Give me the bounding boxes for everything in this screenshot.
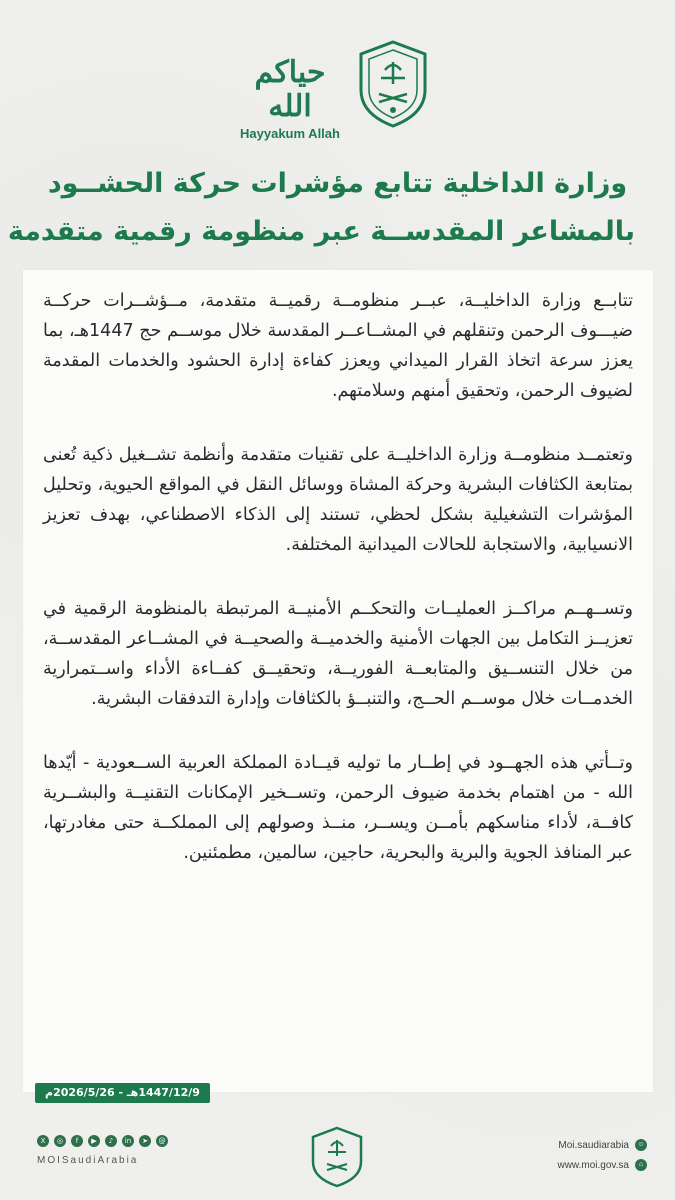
snapchat-handle[interactable]: Moi.saudiarabia — [558, 1139, 629, 1151]
instagram-icon[interactable]: ◎ — [54, 1135, 66, 1147]
threads-icon[interactable]: @ — [156, 1135, 168, 1147]
date-badge: 1447/12/9هـ - 2026/5/26م — [35, 1083, 210, 1103]
header — [0, 30, 675, 140]
slogan-english: Hayyakum Allah — [240, 126, 340, 141]
slogan-arabic: حياكم الله — [254, 55, 326, 124]
paragraph-1: تتابــع وزارة الداخليــة، عبــر منظومــة رقميــة متقدمة، مــؤشــرات حركــة ضيـــوف الرحمن وتنقلهم في المشــاعــر المقدسة خلال موســم حج 1447هـ، بما يعزز سرعة اتخاذ القرار الميداني ويعزز كفاءة إدارة الحشود والخدمات المقدمة لضيوف الرحمن، وتحقيق أمنهم وسلامتهم. — [43, 291, 634, 401]
social-icons — [37, 1135, 168, 1147]
page-title — [7, 160, 635, 256]
website-link[interactable]: www.moi.gov.sa — [557, 1159, 629, 1171]
snapchat-icon[interactable]: ☺ — [635, 1139, 647, 1151]
linkedin-icon[interactable]: in — [122, 1135, 134, 1147]
paragraph-3: وتســهــم مراكــز العمليــات والتحكــم الأمنيــة المرتبطة بالمنظومة الرقمية في تعزيــز التكامل بين الجهات الأمنية والخدميــة والصحيــة في المشــاعر المقدســة، من خلال التنســيق والمتابعــة الفوريــة، وتحقيــق كفــاءة الأداء واســتمرارية الخدمــات خلال موســم الحــج، والتنبــؤ بالكثافات وإدارة التدفقات البشرية. — [43, 599, 633, 709]
paragraph-2: وتعتمــد منظومــة وزارة الداخليــة على تقنيات متقدمة وأنظمة تشــغيل ذكية تُعنى بمتابعة الكثافات البشرية وحركة المشاة ووسائل النقل في المواقع الحيوية، وتحليل المؤشرات التشغيلية بشكل لحظي، تستند إلى الذكاء الاصطناعي، بهدف تعزيز الانسيابية، والاستجابة للحالات الميدانية المختلفة. — [43, 445, 633, 555]
telegram-icon[interactable]: ➤ — [139, 1135, 151, 1147]
hayyakum-logo — [230, 56, 350, 141]
website-icon[interactable]: ⌂ — [635, 1159, 647, 1171]
ministry-emblem-icon — [355, 40, 431, 128]
title-line-2: بالمشاعر المقدســة عبر منظومة رقمية متقدمة — [7, 216, 635, 247]
article-body — [43, 286, 633, 902]
article-card — [23, 270, 653, 1092]
paragraph-4: وتــأتي هذه الجهــود في إطــار ما توليه قيــادة المملكة العربية الســعودية - أيّدها الله - من اهتمام بخدمة ضيوف الرحمن، وتســخير الإمكانات التقنيــة والبشــرية كافــة، لأداء مناسكهم بأمــن ويســر، منــذ وصولهم إلى المملكــة حتى مغادرتها، عبر المنافذ الجوية والبرية والبحرية، حاجين، سالمين، مطمئنين. — [43, 753, 633, 863]
facebook-icon[interactable]: f — [71, 1135, 83, 1147]
contact-info — [557, 1135, 647, 1175]
title-line-1: وزارة الداخلية تتابع مؤشرات حركة الحشــود — [47, 168, 628, 199]
tiktok-icon[interactable]: ♪ — [105, 1135, 117, 1147]
social-handle[interactable]: MOISaudiArabia — [37, 1155, 139, 1166]
x-icon[interactable]: X — [37, 1135, 49, 1147]
footer-emblem-icon — [309, 1126, 365, 1188]
youtube-icon[interactable]: ▶ — [88, 1135, 100, 1147]
